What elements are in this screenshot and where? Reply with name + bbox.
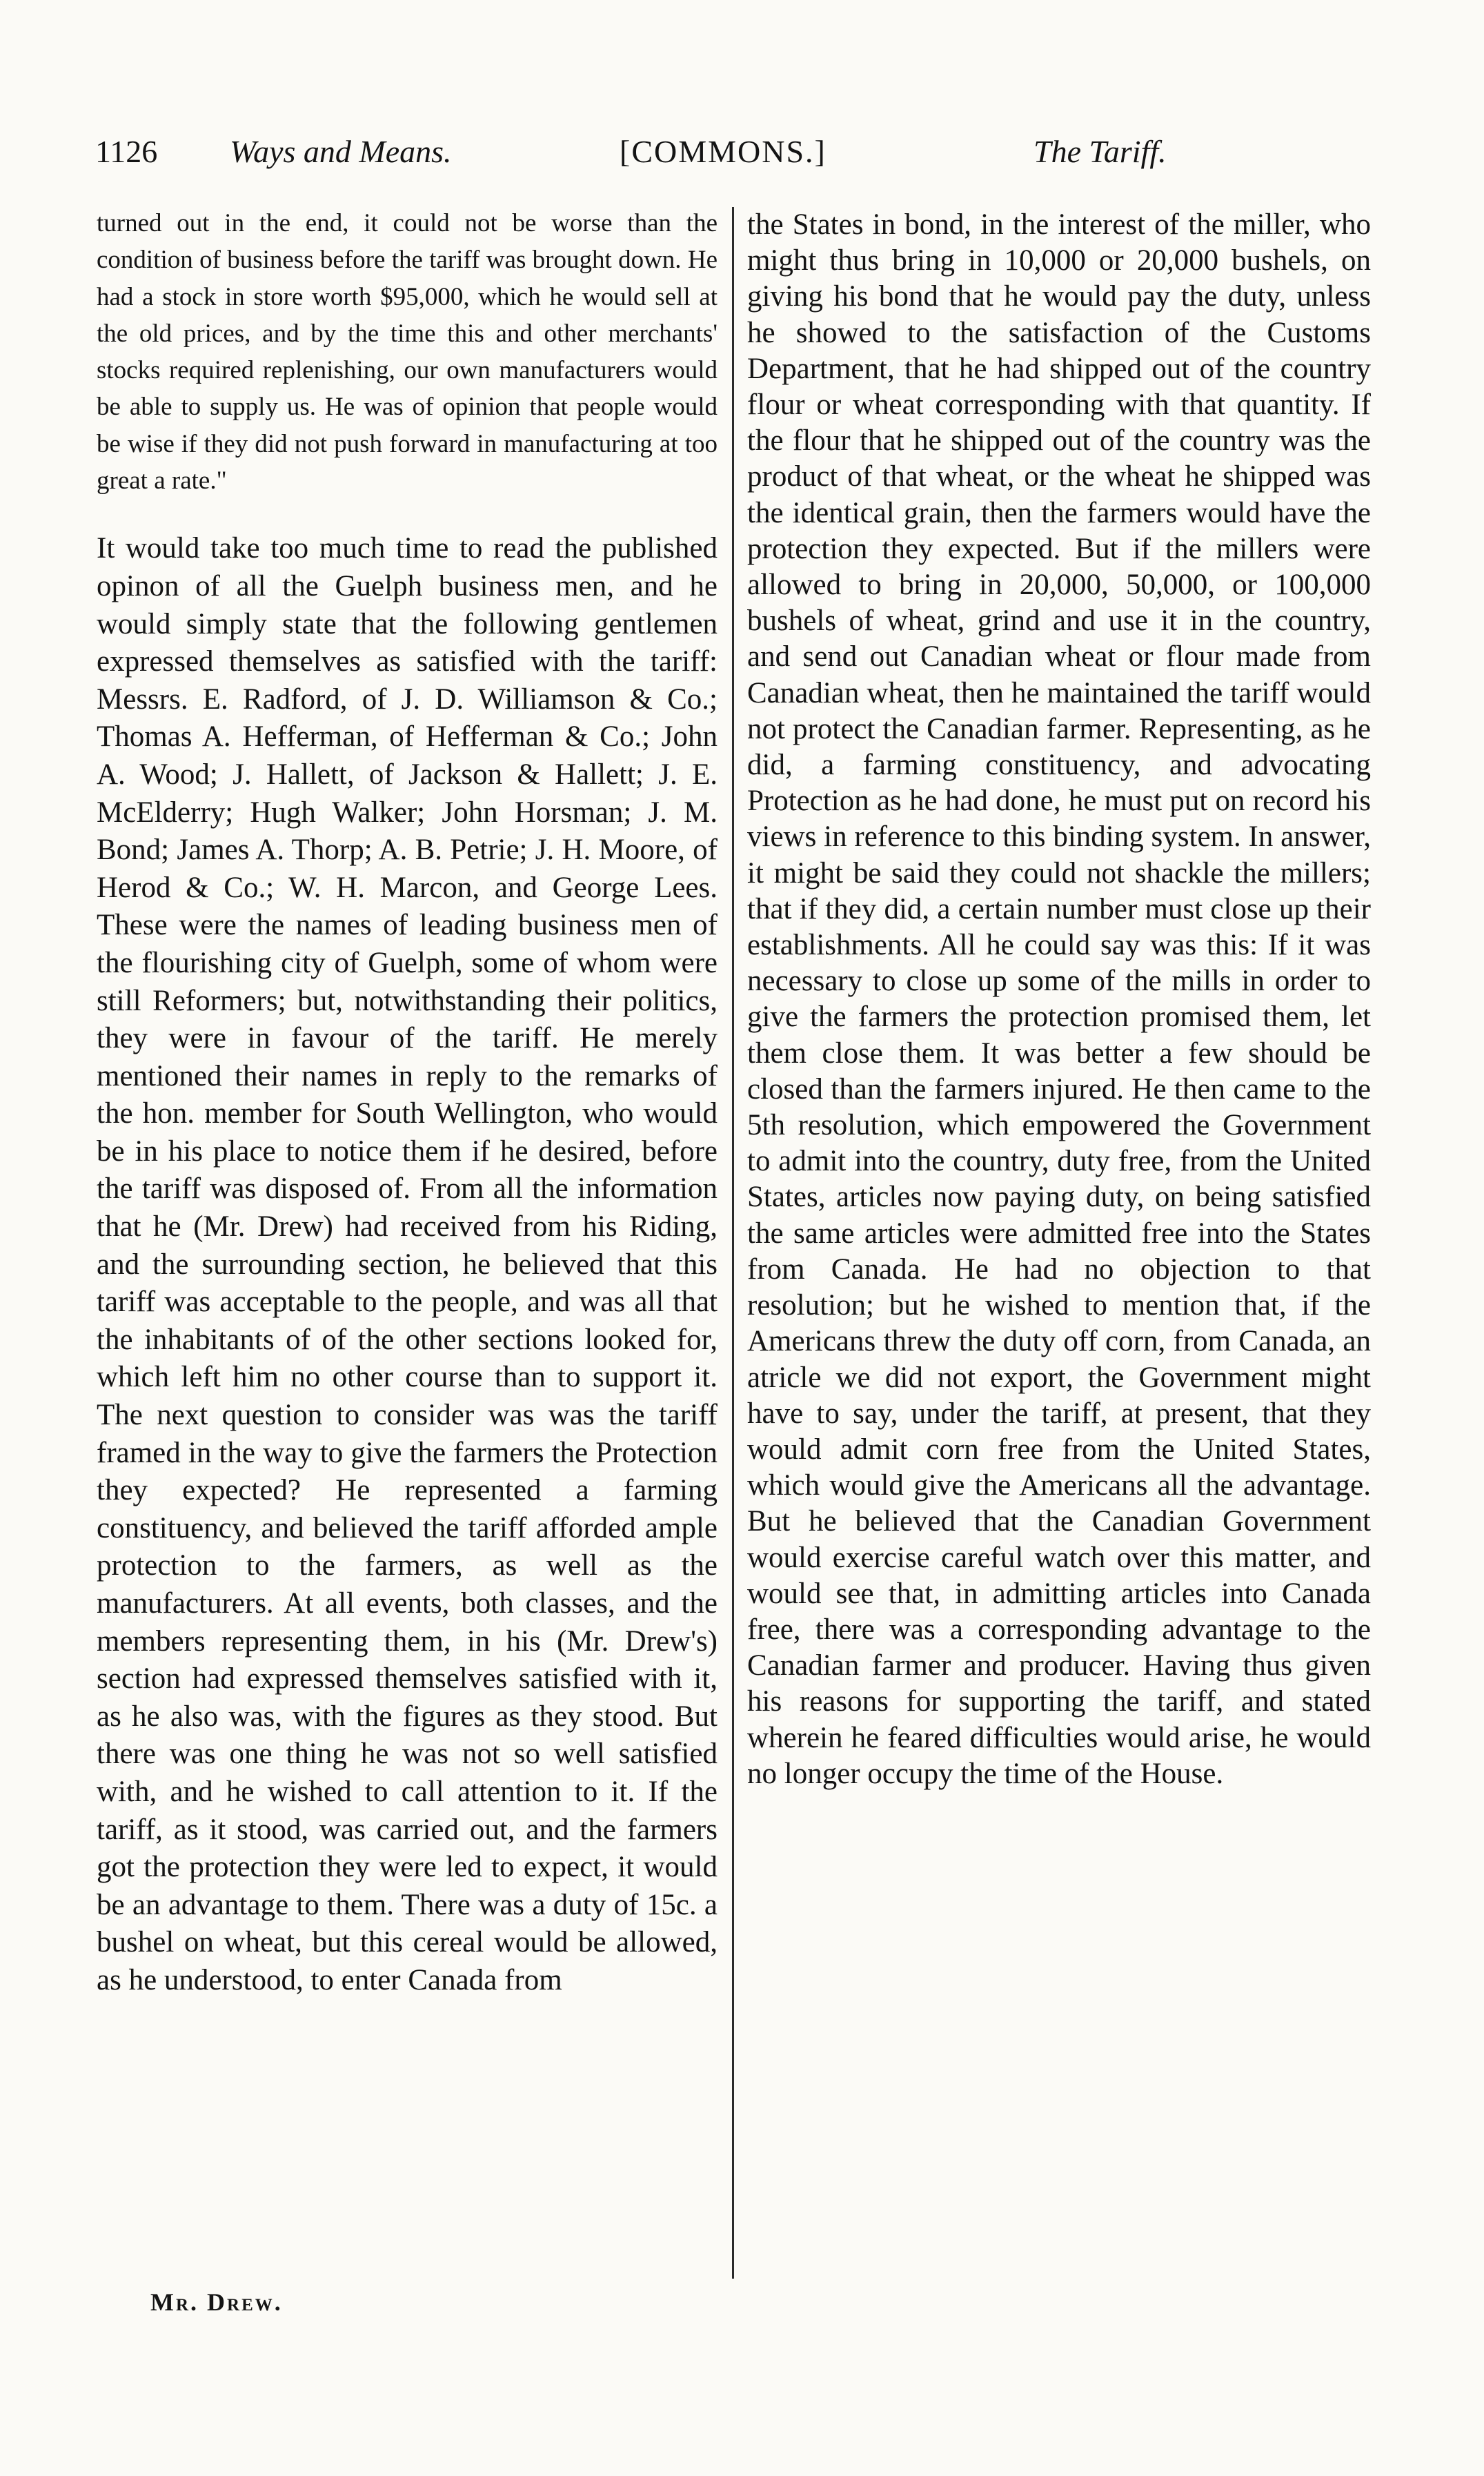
right-body-text bbox=[747, 207, 1371, 1792]
right-column bbox=[747, 207, 1371, 1792]
running-title-left: Ways and Means. bbox=[230, 134, 452, 169]
body-paragraph: the States in bond, in the interest of the miller, who might thus bring in 10,000 or 20,000 bushels, on giving his bond that he would pay the duty, unless he showed to the satisfaction of the Customs Department, that he had shipped out of the country flour or wheat corresponding with that quantity. If the flour that he shipped out of the country was the product of that wheat, or the wheat he shipped was the identical grain, then the farmers would have the protection they expected. But if the millers were allowed to bring in 20,000, 50,000, or 100,000 bushels of wheat, grind and use it in the country, and send out Canadian wheat or flour made from Canadian wheat, then he maintained the tariff would not protect the Canadian farmer. Representing, as he did, a farming constituency, and advocating Protection as he had done, he must put on record his views in reference to this binding system. In answer, it might be said they could not shackle the millers; that if they did, a certain number must close up their establishments. All he could say was this: If it was necessary to close up some of the mills in order to give the farmers the protection promised them, let them close them. It was better a few should be closed than the farmers injured. He then came to the 5th resolution, which empowered the Government to admit into the country, duty free, from the United States, articles now paying duty, on being satisfied the same articles were admitted free into the States from Canada. He had no objection to that resolution; but he wished to mention that, if the Americans threw the duty off corn, from Canada, an atricle we did not export, the Government might have to say, under the tariff, at present, that they would admit corn free from the United States, which would give the Americans all the advantage. But he believed that the Canadian Government would exercise careful watch over this matter, and would see that, in admitting articles into Canada free, there was a corresponding advantage to the Canadian farmer and producer. Having thus given his reasons for supporting the tariff, and stated wherein he feared difficulties would arise, he would no longer occupy the time of the House. bbox=[747, 208, 1371, 1790]
column-divider bbox=[732, 207, 734, 2279]
left-body-text bbox=[97, 530, 718, 1999]
quoted-passage bbox=[97, 205, 718, 499]
page-number: 1126 bbox=[95, 134, 158, 169]
running-title-center: [COMMONS.] bbox=[620, 134, 827, 169]
speaker-footer: Mr. Drew. bbox=[150, 2288, 283, 2316]
left-column bbox=[97, 205, 718, 2000]
body-paragraph: It would take too much time to read the published opinon of all the Guelph business men, and he would simply state that the following gentlemen expressed themselves as satisfied with the tariff: Messrs. E. Radford, of J. D. Williamson & Co.; Thomas A. Hefferman, of Hefferman & Co.; John A. Wood; J. Hallett, of Jackson & Hallett; J. E. McElderry; Hugh Walker; John Horsman; J. M. Bond; James A. Thorp; A. B. Petrie; J. H. Moore, of Herod & Co.; W. H. Marcon, and George Lees. These were the names of leading business men of the flourishing city of Guelph, some of whom were still Reformers; but, notwithstanding their politics, they were in favour of the tariff. He merely mentioned their names in reply to the remarks of the hon. member for South Wellington, who would be in his place to notice them if he desired, before the tariff was disposed of. From all the information that he (Mr. Drew) had received from his Riding, and the surrounding section, he believed that this tariff was acceptable to the people, and was all that the inhabitants of of the other sections looked for, which left him no other course than to support it. The next question to consider was was the tariff framed in the way to give the farmers the Protection they expected? He represented a farming constituency, and believed the tariff afforded ample protection to the farmers, as well as the manufacturers. At all events, both classes, and the members representing them, in his (Mr. Drew's) section had expressed themselves satisfied with it, as he also was, with the figures as they stood. But there was one thing he was not so well satisfied with, and he wished to call attention to it. If the tariff, as it stood, was carried out, and the farmers got the protection they were led to expect, it would be an advantage to them. There was a duty of 15c. a bushel on wheat, but this cereal would be allowed, as he understood, to enter Canada from bbox=[97, 532, 718, 1996]
page-header bbox=[95, 131, 1372, 186]
running-title-right: The Tariff. bbox=[1033, 134, 1167, 169]
quote-paragraph: turned out in the end, it could not be worse than the condition of business before the tariff was brought down. He had a stock in store worth $95,000, which he would sell at the old prices, and by the time this and other merchants' stocks required replenishing, our own manufacturers would be able to supply us. He was of opinion that people would be wise if they did not push forward in manufacturing at too great a rate." bbox=[97, 209, 718, 495]
